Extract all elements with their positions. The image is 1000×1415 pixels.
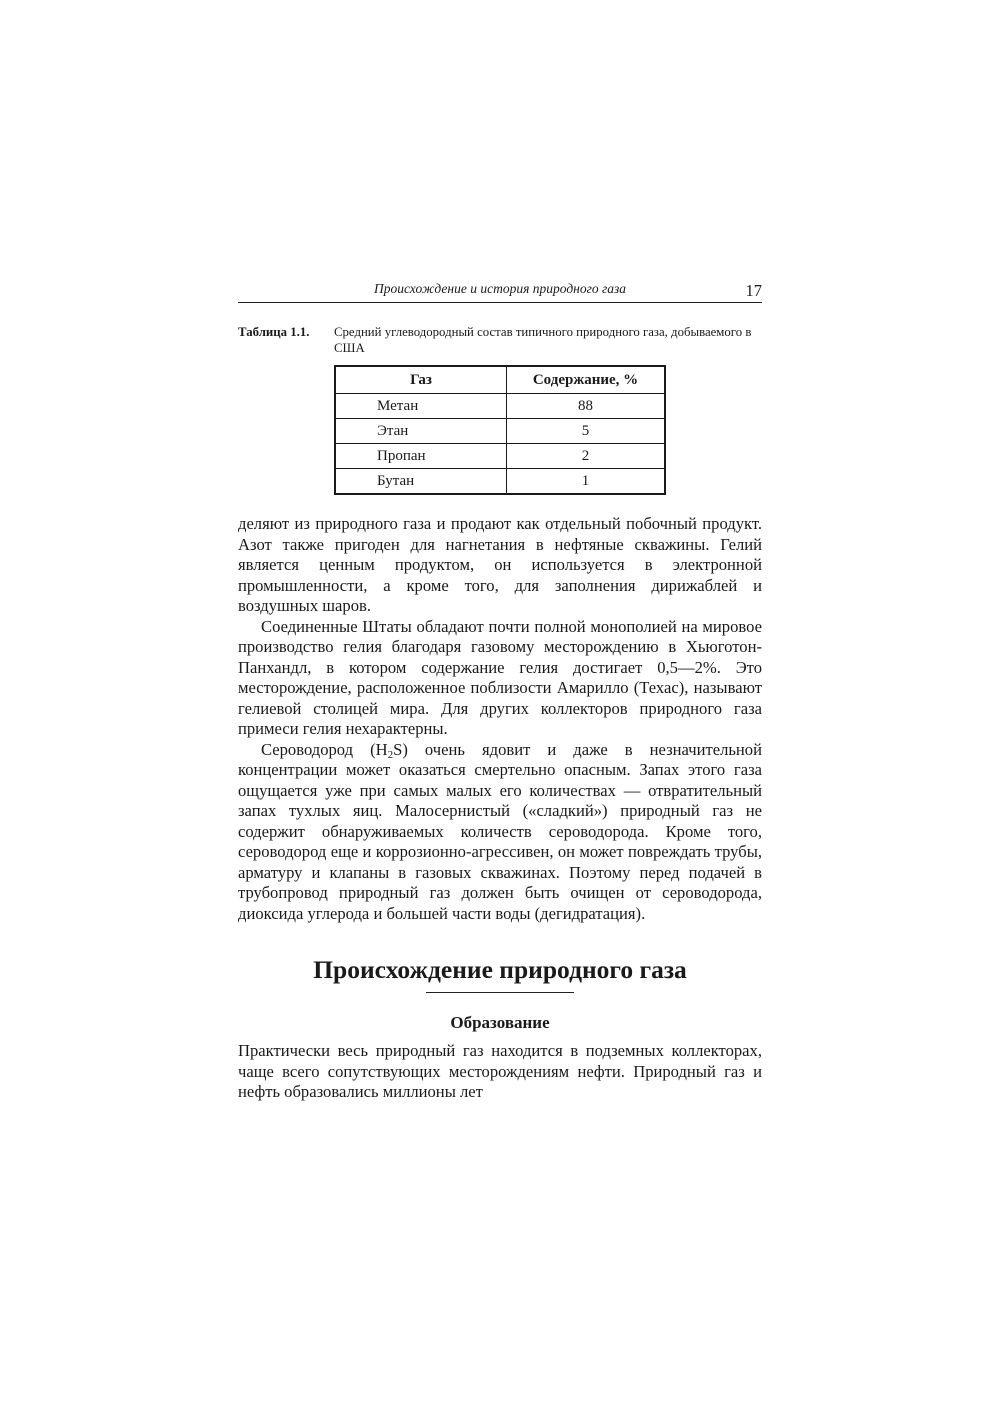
paragraph-text: S) очень ядовит и даже в незначительной концентрации может оказаться смертельно опасным. Запах этого газа ощущается уже при самых малых его количествах — отвратительный запах тухлых яиц. Малосернистый («сладкий») природный газ не содержит обнаруживаемых количеств сероводорода. Кроме того, сероводород еще и коррозионно-агрессивен, он может повреждать трубы, арматуру и клапаны в газовых скважинах. Поэтому перед подачей в трубопровод природный газ должен быть очищен от сероводорода, диоксида углерода и большей части воды (дегидратация). bbox=[238, 739, 762, 923]
paragraph: деляют из природного газа и продают как отдельный побочный продукт. Азот также пригоден для нагнетания в нефтяные скважины. Гелий является ценным продуктом, он используется в электронной промышленности, а кроме того, для заполнения дирижаблей и воздушных шаров. bbox=[238, 514, 762, 615]
page-number: 17 bbox=[745, 281, 762, 300]
table-header-row bbox=[335, 366, 665, 394]
table-cell-content: 5 bbox=[507, 419, 666, 444]
section-title: Происхождение природного газа bbox=[313, 955, 687, 984]
table-cell-gas: Метан bbox=[335, 394, 507, 419]
table-cell-content: 2 bbox=[507, 444, 666, 469]
table-caption-text: Средний углеводородный состав типичного природного газа, добываемого в США bbox=[334, 325, 752, 355]
table-cell-gas: Пропан bbox=[335, 444, 507, 469]
table-caption-label: Таблица 1.1. bbox=[238, 325, 310, 339]
book-page bbox=[238, 278, 762, 1103]
running-title: Происхождение и история природного газа bbox=[373, 281, 627, 296]
table-cell-gas: Этан bbox=[335, 419, 507, 444]
body-text bbox=[238, 514, 762, 924]
paragraph-text: Сероводород (H bbox=[261, 739, 388, 759]
paragraph-hydrogen-sulfide bbox=[238, 740, 762, 925]
table-cell-content: 88 bbox=[507, 394, 666, 419]
table-row bbox=[335, 469, 665, 495]
paragraph: Соединенные Штаты обладают почти полной монополией на мировое производство гелия благодаря газовому месторождению в Хьюготон-Панхандл, в котором содержание гелия достигает 0,5—2%. Это месторождение, расположенное поблизости Амарилло (Техас), называют гелиевой столицей мира. Для других коллекторов природного газа примеси гелия нехарактерны. bbox=[238, 616, 762, 738]
table-caption bbox=[238, 324, 762, 356]
gas-composition-table bbox=[334, 365, 666, 495]
subscript: 2 bbox=[387, 748, 394, 761]
section-rule bbox=[426, 992, 574, 993]
section-body-text bbox=[238, 1041, 762, 1103]
table-row bbox=[335, 394, 665, 419]
running-head bbox=[238, 278, 762, 303]
table-row bbox=[335, 444, 665, 469]
table-cell-gas: Бутан bbox=[335, 469, 507, 495]
paragraph: Практически весь природный газ находится в подземных коллекторах, чаще всего сопутствующих месторождениям нефти. Природный газ и нефть образовались миллионы лет bbox=[238, 1041, 762, 1101]
table-row bbox=[335, 419, 665, 444]
table-header-content: Содержание, % bbox=[507, 366, 666, 394]
table-cell-content: 1 bbox=[507, 469, 666, 495]
table-header-gas: Газ bbox=[335, 366, 507, 394]
subsection-title: Образование bbox=[450, 1013, 550, 1032]
